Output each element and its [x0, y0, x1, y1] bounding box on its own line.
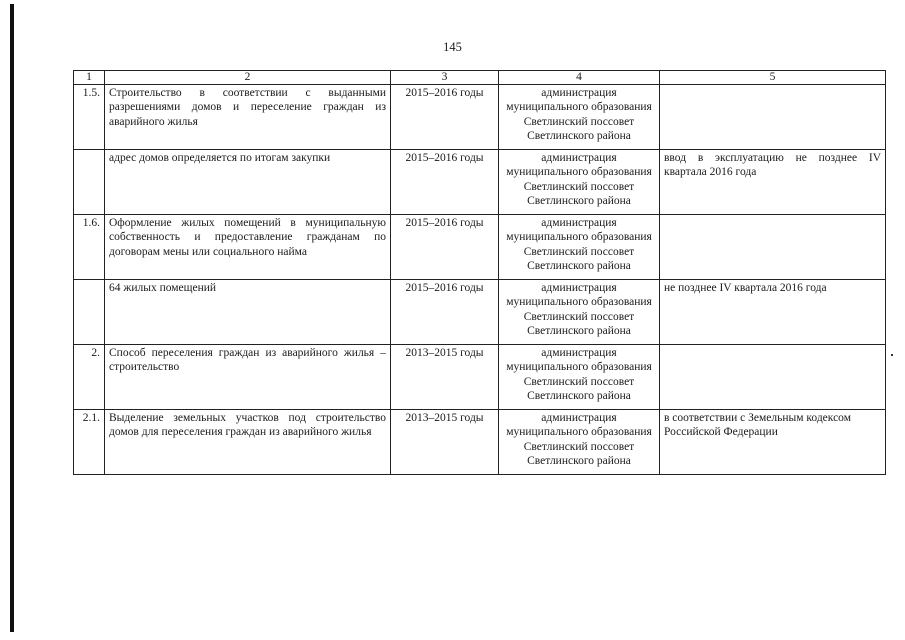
- row-responsible: администрация муниципального образования Светлинский поссовет Светлинского района: [499, 345, 660, 410]
- row-result: не позднее IV квартала 2016 года: [660, 280, 886, 345]
- column-header-3: 3: [391, 71, 499, 85]
- row-period: 2013–2015 годы: [391, 345, 499, 410]
- row-number: [74, 150, 105, 215]
- row-description: Оформление жилых помещений в муниципальную собственность и предоставление гражданам по договорам мены или социального найма: [105, 215, 391, 280]
- program-table: [73, 70, 886, 475]
- row-number: 2.: [74, 345, 105, 410]
- row-description: Выделение земельных участков под строительство домов для переселения граждан из аварийного жилья: [105, 410, 391, 475]
- row-period: 2015–2016 годы: [391, 85, 499, 150]
- row-description: 64 жилых помещений: [105, 280, 391, 345]
- row-period: 2013–2015 годы: [391, 410, 499, 475]
- column-header-1: 1: [74, 71, 105, 85]
- row-period: 2015–2016 годы: [391, 150, 499, 215]
- table-row: [74, 410, 886, 475]
- row-number: 1.6.: [74, 215, 105, 280]
- table-row: [74, 345, 886, 410]
- row-description: Строительство в соответствии с выданными разрешениями домов и переселение граждан из аварийного жилья: [105, 85, 391, 150]
- row-responsible: администрация муниципального образования Светлинский поссовет Светлинского района: [499, 215, 660, 280]
- column-header-4: 4: [499, 71, 660, 85]
- row-number: 2.1.: [74, 410, 105, 475]
- scan-speck: [891, 354, 893, 356]
- row-responsible: администрация муниципального образования Светлинский поссовет Светлинского района: [499, 280, 660, 345]
- table-row: [74, 85, 886, 150]
- scan-edge-line: [10, 4, 14, 632]
- row-responsible: администрация муниципального образования Светлинский поссовет Светлинского района: [499, 410, 660, 475]
- table-header-row: [74, 71, 886, 85]
- row-result: в соответствии с Земельным кодексом Российской Федерации: [660, 410, 886, 475]
- row-period: 2015–2016 годы: [391, 215, 499, 280]
- table-row: [74, 150, 886, 215]
- column-header-5: 5: [660, 71, 886, 85]
- row-number: 1.5.: [74, 85, 105, 150]
- row-description: адрес домов определяется по итогам закупки: [105, 150, 391, 215]
- row-result: ввод в эксплуатацию не позднее IV квартала 2016 года: [660, 150, 886, 215]
- row-description: Способ переселения граждан из аварийного жилья – строительство: [105, 345, 391, 410]
- row-responsible: администрация муниципального образования Светлинский поссовет Светлинского района: [499, 85, 660, 150]
- row-result: [660, 215, 886, 280]
- column-header-2: 2: [105, 71, 391, 85]
- row-responsible: администрация муниципального образования Светлинский поссовет Светлинского района: [499, 150, 660, 215]
- row-result: [660, 85, 886, 150]
- row-period: 2015–2016 годы: [391, 280, 499, 345]
- table-row: [74, 215, 886, 280]
- table-row: [74, 280, 886, 345]
- row-result: [660, 345, 886, 410]
- row-number: [74, 280, 105, 345]
- page-number: 145: [443, 40, 462, 54]
